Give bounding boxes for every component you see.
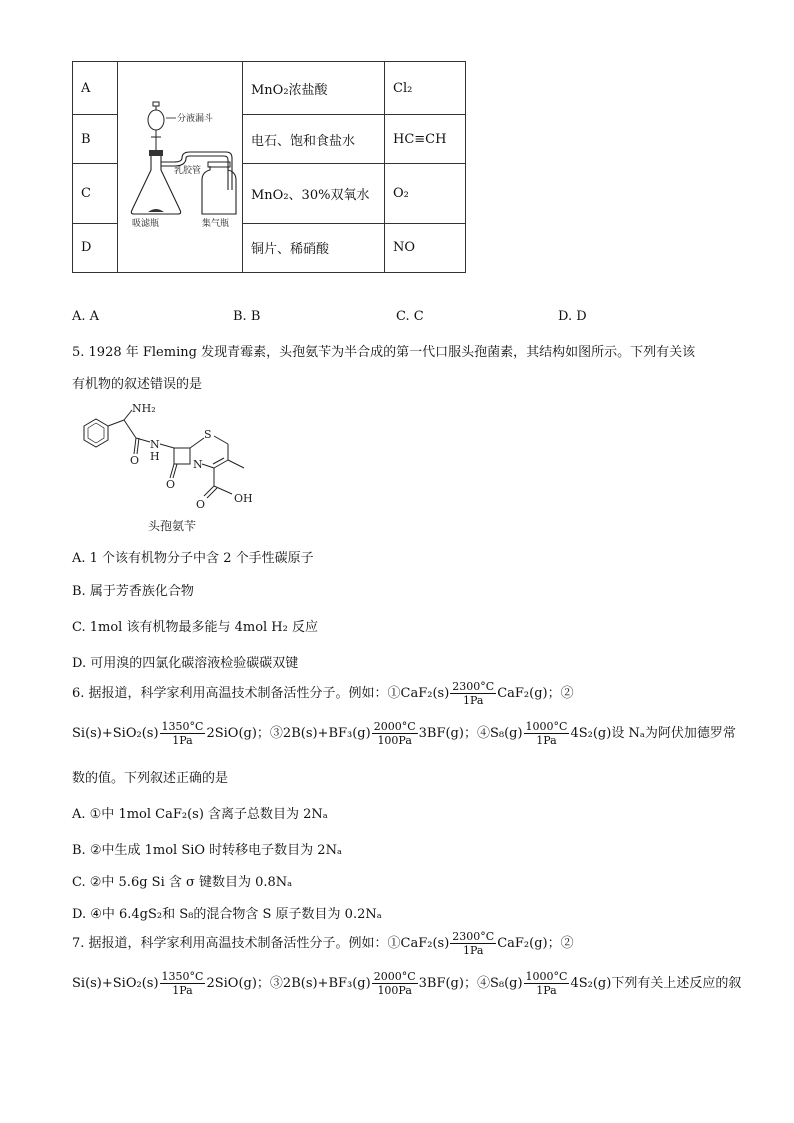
q7-r1-left: CaF₂(s) [400,936,450,951]
option-a[interactable]: A. A [72,309,100,324]
r3-bottom: 100Pa [377,734,412,747]
q6-option-d[interactable]: D. ④中 6.4gS₂和 S₈的混合物含 S 原子数目为 0.2Nₐ [72,907,382,922]
q7-r1-right: CaF₂(g)；② [497,936,574,951]
q6-option-b[interactable]: B. ②中生成 1mol SiO 时转移电子数目为 2Nₐ [72,843,342,858]
r2-right: 2SiO(g)；③ [206,726,283,741]
nh-label: N [150,438,160,451]
h-label: H [150,450,160,463]
row-letter: D [73,223,118,272]
r4-right: 4S₂(g) [570,726,612,741]
reagent-cell: MnO₂浓盐酸 [243,62,385,115]
r3-top: 2000°C [373,720,416,733]
q7-r3-bottom: 100Pa [377,984,412,997]
apparatus-figure-cell [118,62,243,273]
row-letter: C [73,164,118,223]
option-d[interactable]: D. D [558,309,587,324]
amide-o-label: O [130,454,140,467]
q6-line3: 数的值。下列叙述正确的是 [72,771,229,786]
q7-r2-right: 2SiO(g)；③ [206,976,283,991]
gas-cell: NO [385,223,466,272]
r2-condition [160,720,206,747]
q5-stem-line2: 有机物的叙述错误的是 [72,377,203,392]
q6-option-a[interactable]: A. ①中 1mol CaF₂(s) 含离子总数目为 2Nₐ [72,807,328,822]
q7-r4-right: 4S₂(g) [570,976,612,991]
q7-line1 [72,930,574,957]
row-letter: B [73,115,118,164]
r1-bottom: 1Pa [463,694,484,707]
acid-o-label: O [196,498,206,511]
q7-line2 [72,970,741,997]
q7-r4-bottom: 1Pa [536,984,557,997]
oh-label: OH [234,492,253,505]
q7-r3-right: 3BF(g)；④ [418,976,490,991]
q5-stem-line1: 5. 1928 年 Fleming 发现青霉素，头孢氨苄为半合成的第一代口服头孢菌素，其结构如图所示。下列有关该 [72,345,696,360]
gas-cell: HC≡CH [385,115,466,164]
q5-option-c[interactable]: C. 1mol 该有机物最多能与 4mol H₂ 反应 [72,620,318,635]
gas-cell: Cl₂ [385,62,466,115]
tube-label: 乳胶管 [174,166,202,176]
r2-bottom: 1Pa [172,734,193,747]
r4-bottom: 1Pa [536,734,557,747]
q7-r4-top: 1000°C [525,970,568,983]
q6-tail: 设 Nₐ为阿伏加德罗常 [611,726,736,741]
q7-r3-left: 2B(s)+BF₃(g) [282,976,371,991]
bottle-label: 集气瓶 [202,219,230,229]
structure-caption: 头孢氨苄 [148,519,197,533]
q7-r4-condition [524,970,570,997]
row-letter: A [73,62,118,115]
option-b[interactable]: B. B [233,309,261,324]
ring-n-label: N [193,458,203,471]
option-c[interactable]: C. C [396,309,424,324]
r1-top: 2300°C [452,680,495,693]
r1-condition [450,680,496,707]
r1-left: CaF₂(s) [400,686,450,701]
q7-r4-left: S₈(g) [489,976,523,991]
r2-top: 1350°C [161,720,204,733]
q6-line1 [72,680,574,707]
r3-condition [372,720,418,747]
q7-tail: 下列有关上述反应的叙 [611,976,742,991]
r2-left: Si(s)+SiO₂(s) [72,726,159,741]
reagent-cell: 铜片、稀硝酸 [243,223,385,272]
q7-r1-bottom: 1Pa [463,944,484,957]
q7-r2-left: Si(s)+SiO₂(s) [72,976,159,991]
gas-cell: O₂ [385,164,466,223]
q7-r2-bottom: 1Pa [172,984,193,997]
table-row [73,62,466,115]
cephalexin-structure [74,398,274,538]
r4-condition [524,720,570,747]
q7-r1-top: 2300°C [452,930,495,943]
lactam-o-label: O [166,478,176,491]
flask-label: 吸滤瓶 [132,219,160,229]
r3-right: 3BF(g)；④ [418,726,490,741]
reagent-cell: MnO₂、30%双氧水 [243,164,385,223]
q7-r2-top: 1350°C [161,970,204,983]
apparatus-diagram [118,62,242,268]
q7-r1-condition [450,930,496,957]
q7-r3-condition [372,970,418,997]
q7-r3-top: 2000°C [373,970,416,983]
q7-stem: 7. 据报道，科学家利用高温技术制备活性分子。例如：① [72,936,401,951]
q6-option-c[interactable]: C. ②中 5.6g Si 含 σ 键数目为 0.8Nₐ [72,875,293,890]
reagent-cell: 电石、饱和食盐水 [243,115,385,164]
r4-top: 1000°C [525,720,568,733]
nh2-label: NH₂ [132,402,156,415]
r4-left: S₈(g) [489,726,523,741]
q5-option-b[interactable]: B. 属于芳香族化合物 [72,584,194,599]
r3-left: 2B(s)+BF₃(g) [282,726,371,741]
q7-r2-condition [160,970,206,997]
q6-stem: 6. 据报道，科学家利用高温技术制备活性分子。例如：① [72,686,401,701]
apparatus-table [72,61,466,273]
funnel-label: 分液漏斗 [177,114,214,124]
q5-option-d[interactable]: D. 可用溴的四氯化碳溶液检验碳碳双键 [72,656,299,671]
s-label: S [204,428,212,441]
q6-line2 [72,720,736,747]
r1-right: CaF₂(g)；② [497,686,574,701]
q5-option-a[interactable]: A. 1 个该有机物分子中含 2 个手性碳原子 [72,551,314,566]
